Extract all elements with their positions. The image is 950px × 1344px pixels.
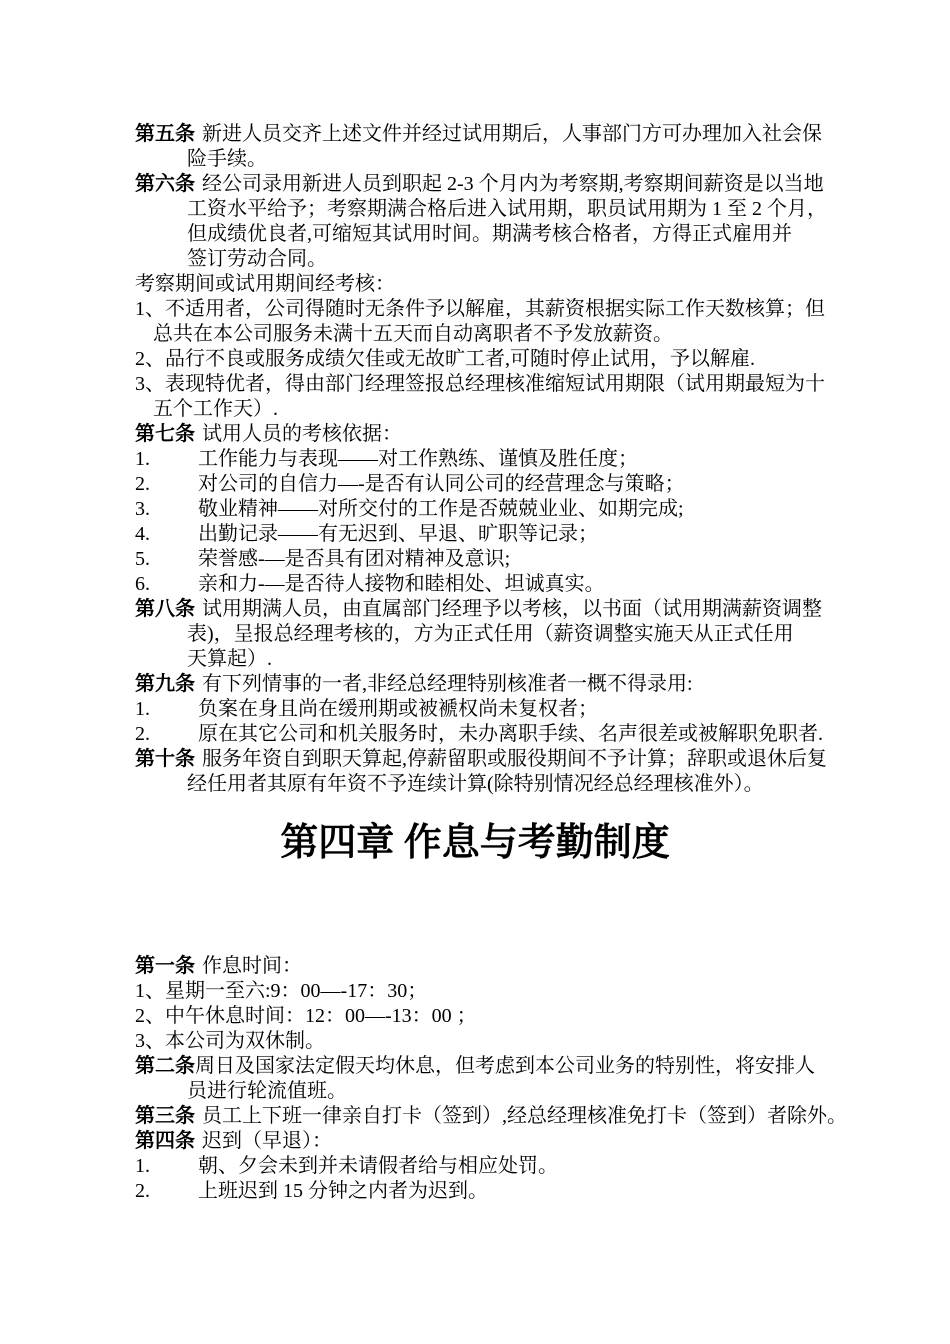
article-first-line xyxy=(135,954,950,979)
article-first-line xyxy=(135,672,950,697)
article-first-line xyxy=(135,1129,950,1154)
article-text: 周日及国家法定假天均休息，但考虑到本公司业务的特别性，将安排人 xyxy=(195,1055,815,1077)
list-text: 星期一至六:9：00—-17：30； xyxy=(165,980,428,1002)
item-number: 3. xyxy=(135,498,150,520)
article-label: 第六条 xyxy=(135,173,195,195)
list-item-first-line xyxy=(135,1029,950,1054)
list-marker: 1、 xyxy=(135,298,165,320)
article-text: 有下列情事的一者,非经总经理特别核准者一概不得录用: xyxy=(202,673,693,695)
article-text: 新进人员交齐上述文件并经过试用期后，人事部门方可办理加入社会保 xyxy=(202,123,822,145)
list-item-first-line xyxy=(135,979,950,1004)
list-item-first-line xyxy=(135,372,950,397)
article-cont-line: 工资水平给予；考察期满合格后进入试用期，职员试用期为 1 至 2 个月， xyxy=(187,198,827,220)
item-text: 朝、夕会未到并未请假者给与相应处罚。 xyxy=(198,1155,558,1177)
item-number: 2. xyxy=(135,473,150,495)
article-cont-line: 天算起）. xyxy=(187,648,272,670)
numbered-item xyxy=(135,1179,950,1204)
article-first-line xyxy=(135,172,950,197)
list-marker: 3、 xyxy=(135,373,165,395)
article-first-line xyxy=(135,1104,950,1129)
list-item-first-line xyxy=(135,347,950,372)
article-first-line xyxy=(135,747,950,772)
list-marker: 2、 xyxy=(135,1005,165,1027)
article-text: 服务年资自到职天算起,停薪留职或服役期间不予计算；辞职或退休后复 xyxy=(202,748,827,770)
article-label: 第二条 xyxy=(135,1055,195,1077)
article-label: 第一条 xyxy=(135,955,195,977)
item-number: 2. xyxy=(135,723,150,745)
list-item-first-line xyxy=(135,297,950,322)
list-marker: 2、 xyxy=(135,348,165,370)
numbered-item xyxy=(135,497,950,522)
article-label: 第四条 xyxy=(135,1130,195,1152)
list-cont-line: 总共在本公司服务未满十五天而自动离职者不予发放薪资。 xyxy=(153,323,673,345)
article-text: 经公司录用新进人员到职起 2-3 个月内为考察期,考察期间薪资是以当地 xyxy=(202,173,824,195)
numbered-item xyxy=(135,1154,950,1179)
article-label: 第七条 xyxy=(135,423,195,445)
item-text: 亲和力-—是否待人接物和睦相处、坦诚真实。 xyxy=(198,573,605,595)
numbered-item xyxy=(135,572,950,597)
article-cont-line: 但成绩优良者,可缩短其试用时间。期满考核合格者，方得正式雇用并 xyxy=(187,223,792,245)
article-label: 第九条 xyxy=(135,673,195,695)
item-number: 2. xyxy=(135,1180,150,1202)
article-text: 试用期满人员，由直属部门经理予以考核，以书面（试用期满薪资调整 xyxy=(202,598,822,620)
article-text: 试用人员的考核依据： xyxy=(202,423,402,445)
item-number: 1. xyxy=(135,1155,150,1177)
numbered-item xyxy=(135,697,950,722)
list-text: 不适用者，公司得随时无条件予以解雇，其薪资根据实际工作天数核算；但 xyxy=(165,298,825,320)
list-text: 本公司为双休制。 xyxy=(165,1030,325,1052)
list-item-first-line xyxy=(135,1004,950,1029)
item-text: 原在其它公司和机关服务时，未办离职手续、名声很差或被解职免职者. xyxy=(198,723,823,745)
item-number: 1. xyxy=(135,448,150,470)
list-text: 中午休息时间：12：00—-13：00 ； xyxy=(165,1005,477,1027)
list-text: 表现特优者，得由部门经理签报总经理核准缩短试用期限（试用期最短为十 xyxy=(165,373,825,395)
article-first-line xyxy=(135,122,950,147)
article-cont-line: 签订劳动合同。 xyxy=(187,248,327,270)
article-text: 作息时间： xyxy=(202,955,302,977)
item-number: 6. xyxy=(135,573,150,595)
numbered-item xyxy=(135,522,950,547)
list-cont-line: 五个工作天）. xyxy=(153,398,278,420)
article-label: 第五条 xyxy=(135,123,195,145)
article-text: 员工上下班一律亲自打卡（签到）,经总经理核准免打卡（签到）者除外。 xyxy=(202,1105,847,1127)
list-text: 品行不良或服务成绩欠佳或无故旷工者,可随时停止试用，予以解雇. xyxy=(165,348,755,370)
article-cont-line: 表)，呈报总经理考核的，方为正式任用（薪资调整实施天从正式任用 xyxy=(187,623,794,645)
item-number: 4. xyxy=(135,523,150,545)
list-marker: 3、 xyxy=(135,1030,165,1052)
article-cont-line: 经任用者其原有年资不予连续计算(除特别情况经总经理核准外）。 xyxy=(187,773,764,795)
item-text: 出勤记录——有无迟到、早退、旷职等记录； xyxy=(198,523,598,545)
item-text: 荣誉感-—是否具有团对精神及意识; xyxy=(198,548,511,570)
item-text: 敬业精神——对所交付的工作是否兢兢业业、如期完成; xyxy=(198,498,684,520)
list-marker: 1、 xyxy=(135,980,165,1002)
paragraph-line: 考察期间或试用期间经考核： xyxy=(135,273,395,295)
article-text: 迟到（早退）： xyxy=(202,1130,332,1152)
item-text: 对公司的自信力—-是否有认同公司的经营理念与策略； xyxy=(198,473,685,495)
numbered-item xyxy=(135,722,950,747)
item-text: 上班迟到 15 分钟之内者为迟到。 xyxy=(198,1180,488,1202)
item-number: 1. xyxy=(135,698,150,720)
numbered-item xyxy=(135,447,950,472)
article-label: 第八条 xyxy=(135,598,195,620)
numbered-item xyxy=(135,547,950,572)
article-cont-line: 险手续。 xyxy=(187,148,267,170)
article-first-line xyxy=(135,1054,950,1079)
item-text: 工作能力与表现——对工作熟练、谨慎及胜任度； xyxy=(198,448,638,470)
article-label: 第十条 xyxy=(135,748,195,770)
article-first-line xyxy=(135,422,950,447)
item-text: 负案在身且尚在缓刑期或被褫权尚未复权者； xyxy=(198,698,598,720)
numbered-item xyxy=(135,472,950,497)
chapter-heading: 第四章 作息与考勤制度 xyxy=(280,822,670,864)
article-cont-line: 员进行轮流值班。 xyxy=(187,1080,347,1102)
article-label: 第三条 xyxy=(135,1105,195,1127)
item-number: 5. xyxy=(135,548,150,570)
article-first-line xyxy=(135,597,950,622)
